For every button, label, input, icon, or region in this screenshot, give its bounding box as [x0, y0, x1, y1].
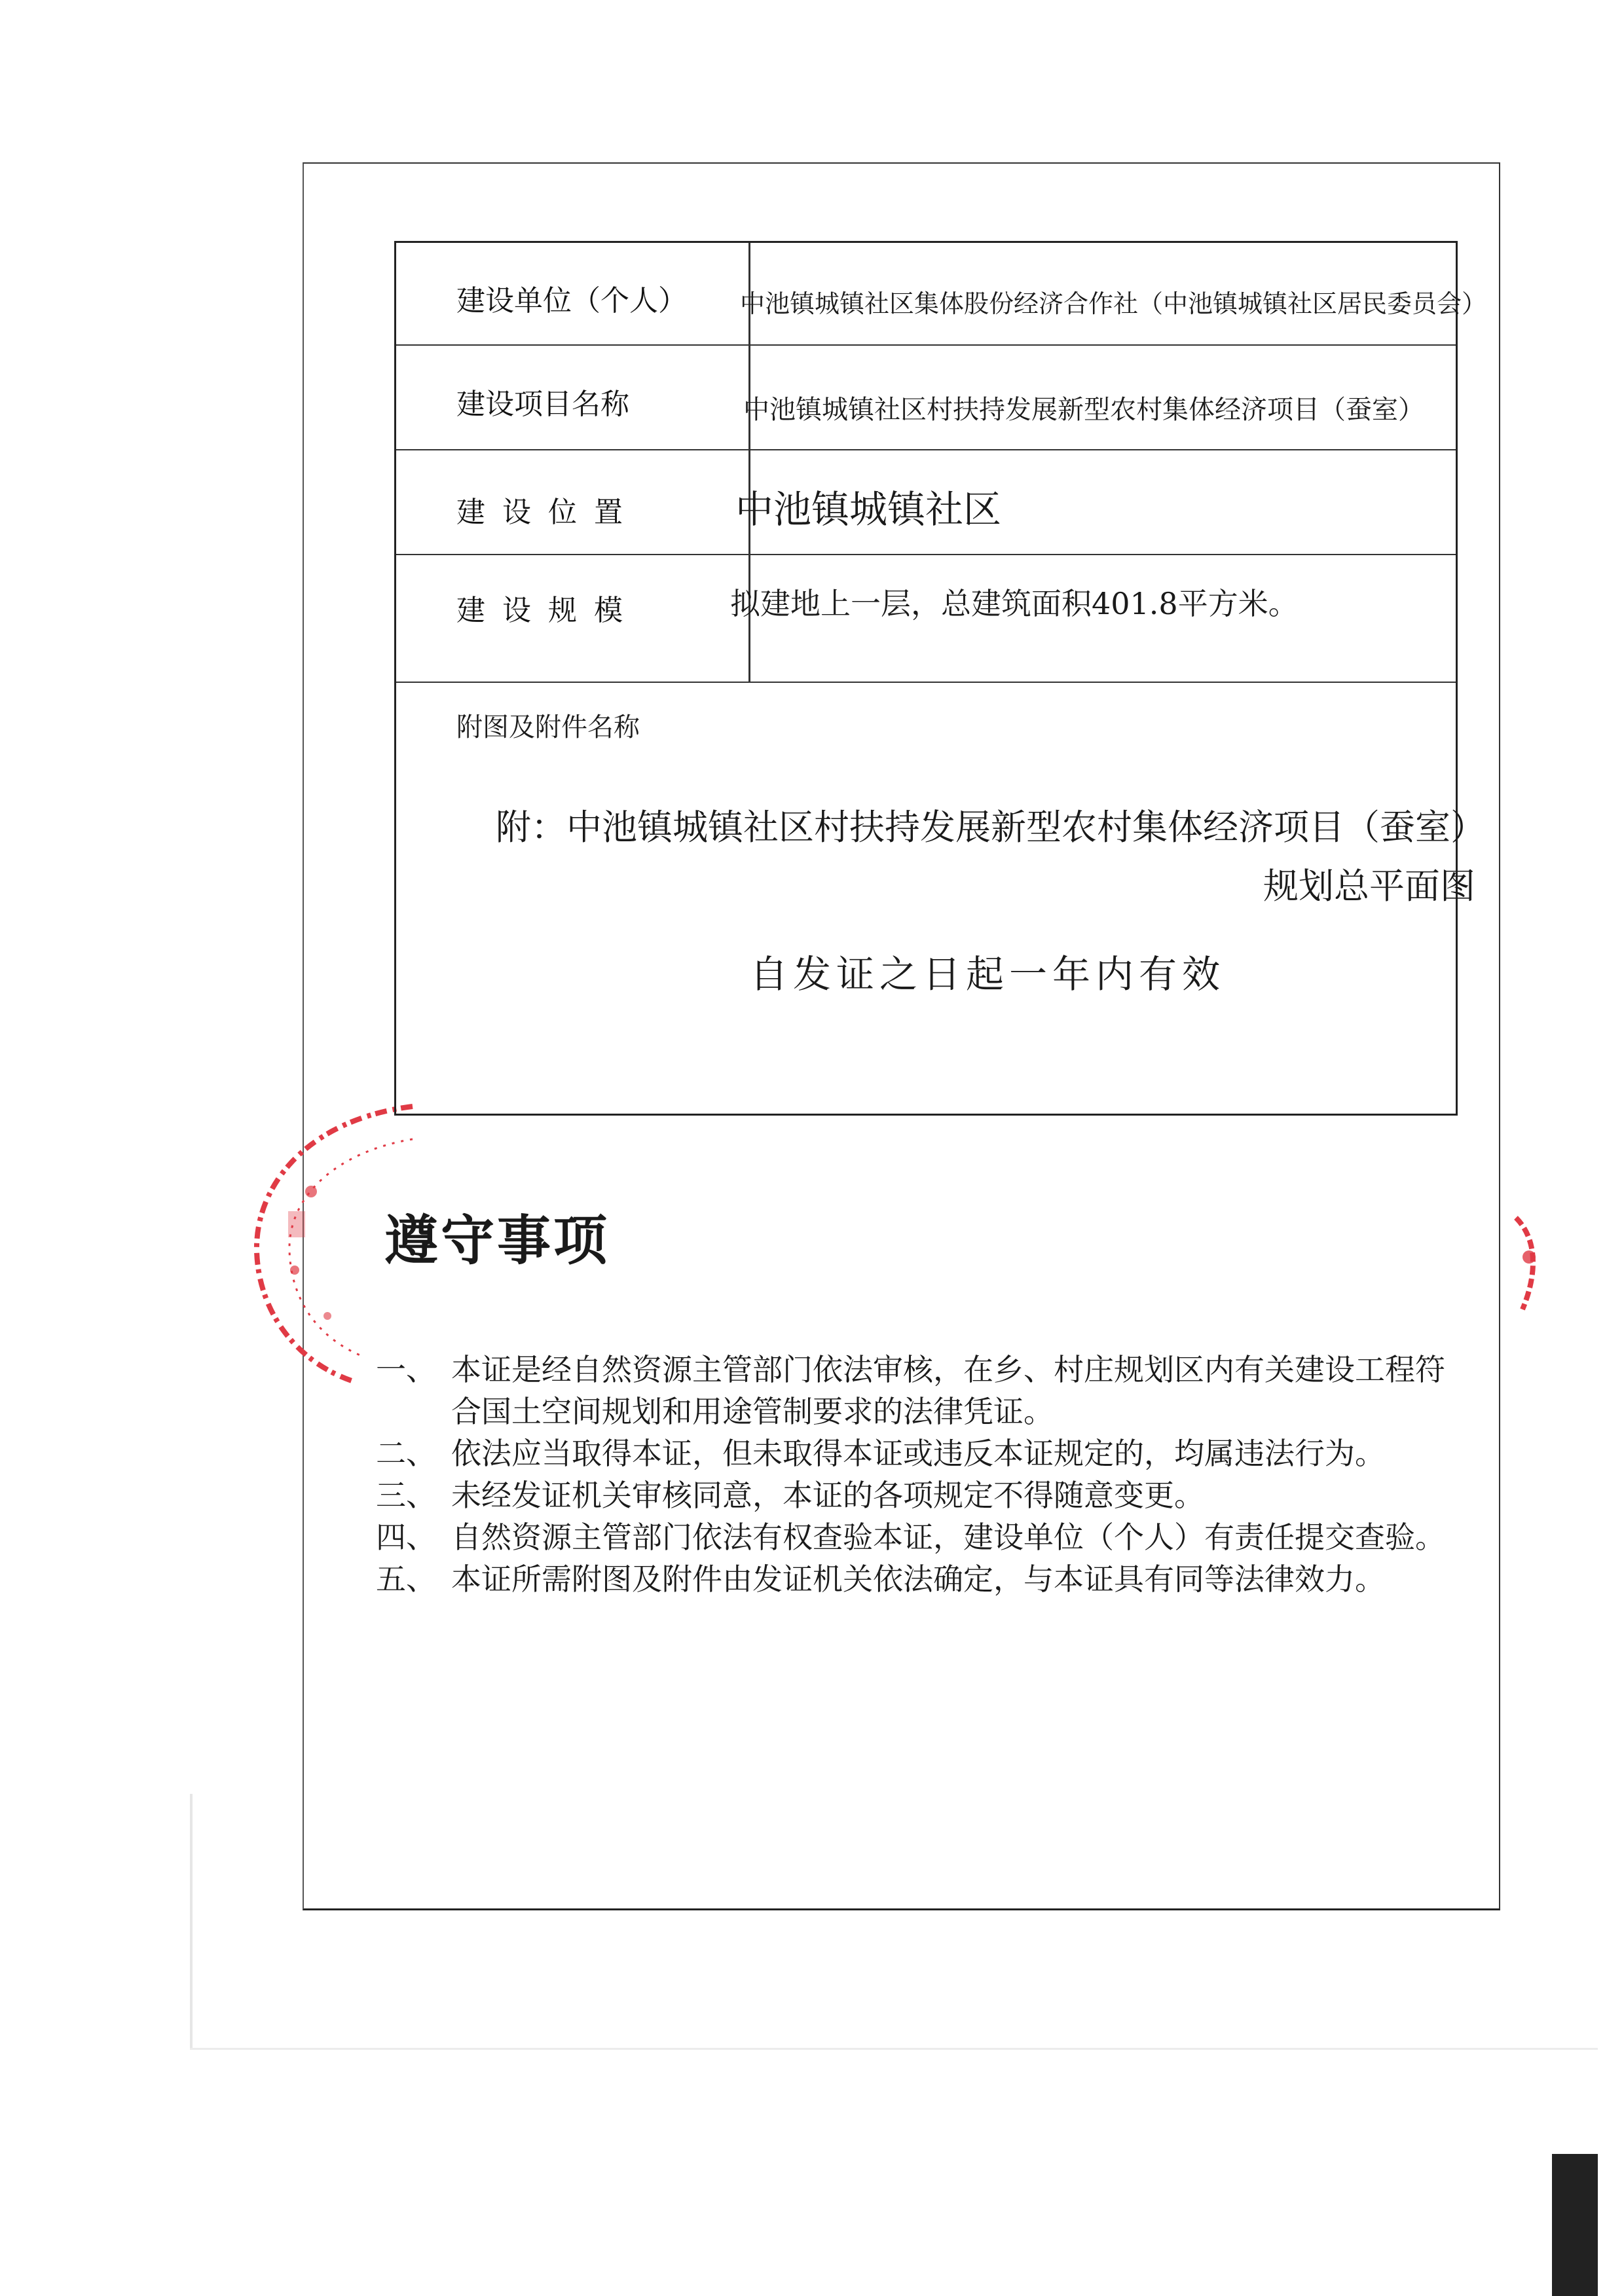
- table-row-builder: [396, 243, 1487, 346]
- table-row-scale: [396, 554, 1456, 683]
- validity-statement: 自发证之日起一年内有效: [750, 952, 1226, 996]
- row-value: 拟建地上一层，总建筑面积401.8平方米。: [730, 586, 1299, 621]
- note-item: [376, 1558, 1450, 1600]
- attachment-line-2: 规划总平面图: [1263, 866, 1475, 907]
- note-text: 未经发证机关审核同意，本证的各项规定不得随意变更。: [451, 1478, 1204, 1513]
- row-label: 建 设 规 模: [456, 594, 627, 627]
- row-value: 中池镇城镇社区: [735, 487, 1002, 532]
- row-label: 建设单位（个人）: [456, 284, 687, 318]
- note-item: [376, 1474, 1450, 1516]
- note-text: 本证所需附图及附件由发证机关依法确定，与本证具有同等法律效力。: [451, 1561, 1385, 1597]
- row-label: 建 设 位 置: [456, 496, 627, 529]
- row-value: 中池镇城镇社区集体股份经济合作社（中池镇城镇社区居民委员会）: [740, 289, 1487, 318]
- note-item: [376, 1432, 1450, 1474]
- official-seal-right: [1503, 1211, 1549, 1316]
- note-number: 一、: [376, 1352, 436, 1387]
- note-item: [376, 1516, 1450, 1558]
- note-number: 二、: [376, 1436, 436, 1471]
- row-value: 中池镇城镇社区村扶持发展新型农村集体经济项目（蚕室）: [743, 395, 1424, 425]
- note-text: 依法应当取得本证，但未取得本证或违反本证规定的，均属违法行为。: [451, 1436, 1385, 1471]
- attachment-line-1: 附：中池镇城镇社区村扶持发展新型农村集体经济项目（蚕室）: [496, 807, 1486, 848]
- notes-title: 遵守事项: [384, 1210, 610, 1272]
- note-text: 自然资源主管部门依法有权查验本证，建设单位（个人）有责任提交查验。: [451, 1520, 1445, 1555]
- note-text: 本证是经自然资源主管部门依法审核，在乡、村庄规划区内有关建设工程符合国土空间规划和用途管制要求的法律凭证。: [451, 1352, 1445, 1429]
- table-row-project-name: [396, 344, 1456, 450]
- notes-list: [376, 1349, 1450, 1600]
- note-number: 四、: [376, 1520, 436, 1555]
- permit-info-table: [394, 241, 1487, 1116]
- scan-margin-bar: [1552, 2154, 1598, 2296]
- row-label: 建设项目名称: [456, 388, 629, 421]
- note-number: 五、: [376, 1561, 436, 1597]
- attachments-label: 附图及附件名称: [456, 712, 640, 742]
- scan-edge-left: [190, 1794, 193, 2049]
- note-item: [376, 1349, 1450, 1432]
- note-number: 三、: [376, 1478, 436, 1513]
- scan-edge-bottom: [190, 2048, 1598, 2050]
- table-row-location: [396, 449, 1456, 555]
